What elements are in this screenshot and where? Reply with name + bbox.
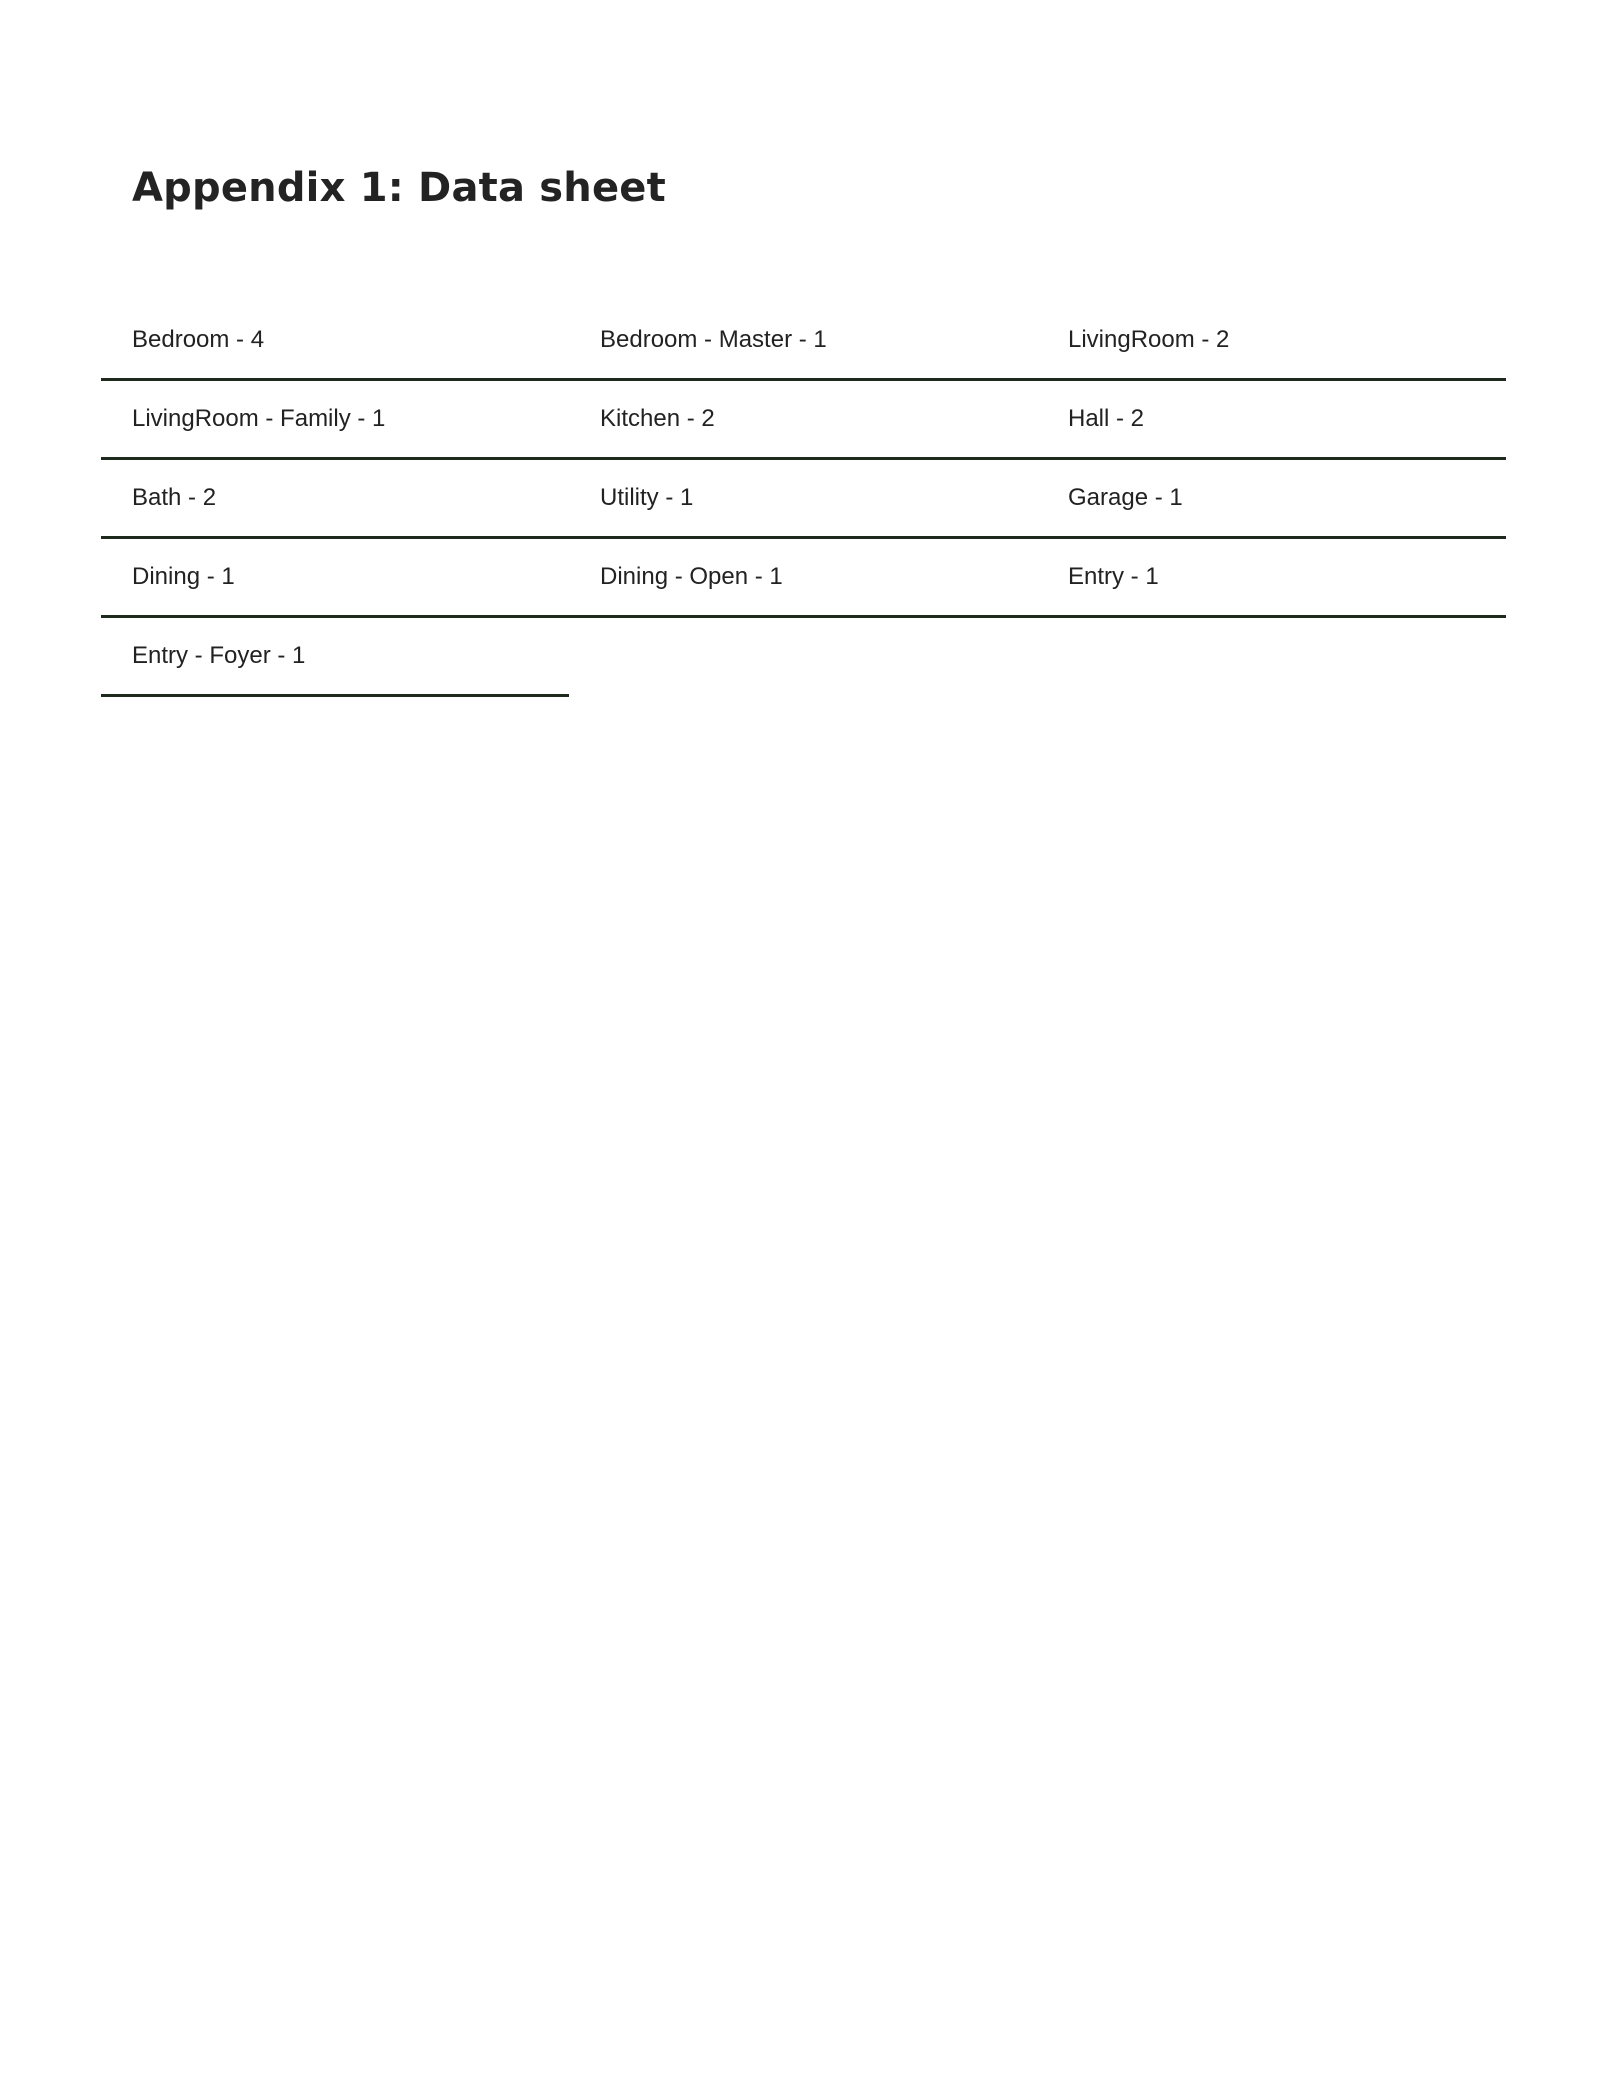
data-sheet-cell: LivingRoom - 2 (1037, 302, 1506, 381)
data-sheet-cell: Bedroom - 4 (101, 302, 569, 381)
data-sheet-cell: Dining - 1 (101, 539, 569, 618)
data-sheet-cell: Kitchen - 2 (569, 381, 1037, 460)
data-sheet-cell: Garage - 1 (1037, 460, 1506, 539)
data-sheet-cell: Dining - Open - 1 (569, 539, 1037, 618)
data-sheet-cell: Bath - 2 (101, 460, 569, 539)
data-sheet-cell: Utility - 1 (569, 460, 1037, 539)
data-sheet-cell: Hall - 2 (1037, 381, 1506, 460)
page-title: Appendix 1: Data sheet (132, 165, 666, 211)
empty-cell (1037, 618, 1506, 697)
empty-cell (569, 618, 1037, 697)
data-sheet-cell: Entry - 1 (1037, 539, 1506, 618)
data-sheet-table (101, 302, 1506, 697)
data-sheet-cell: Entry - Foyer - 1 (101, 618, 569, 697)
data-sheet-cell: Bedroom - Master - 1 (569, 302, 1037, 381)
data-sheet-cell: LivingRoom - Family - 1 (101, 381, 569, 460)
